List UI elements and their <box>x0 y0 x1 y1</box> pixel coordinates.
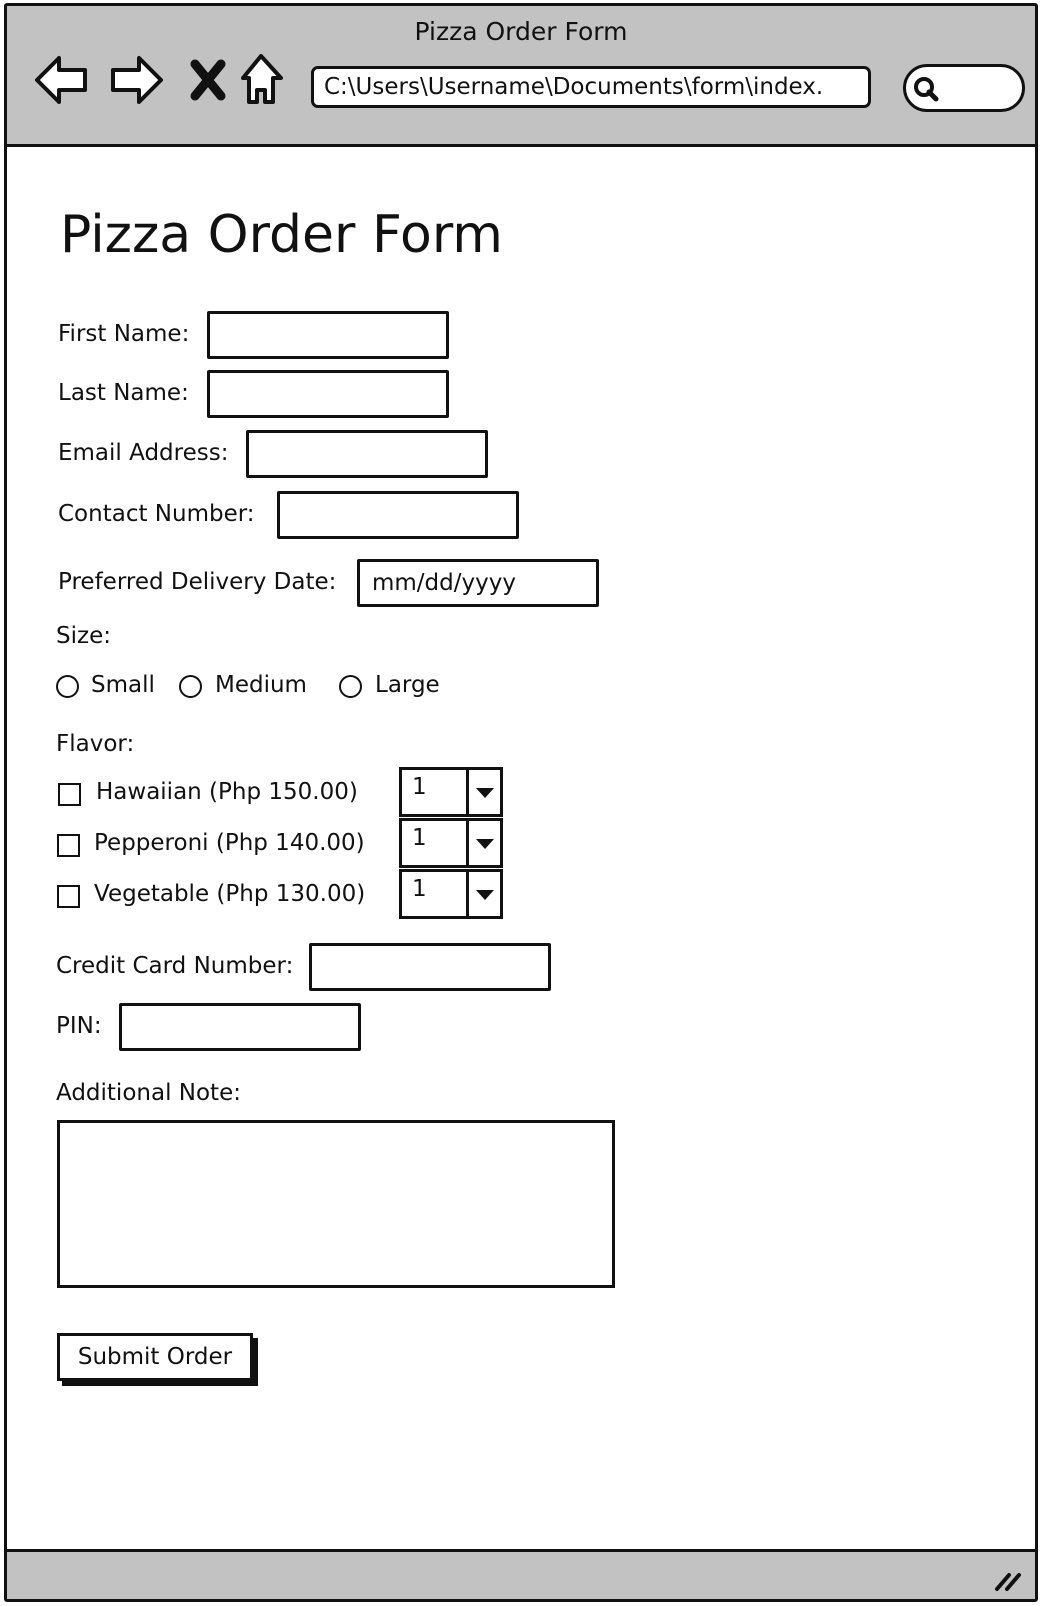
browser-window <box>4 3 1038 1602</box>
page-title: Pizza Order Form <box>60 205 503 265</box>
home-icon[interactable] <box>235 50 293 110</box>
chevron-down-icon[interactable] <box>466 821 500 865</box>
first-name-field[interactable] <box>207 311 449 359</box>
email-field[interactable] <box>246 430 488 478</box>
flavor-pepperoni-label: Pepperoni (Php 140.00) <box>94 830 365 856</box>
forward-arrow-icon[interactable] <box>107 50 165 110</box>
flavor-pepperoni-qty-value: 1 <box>412 825 427 851</box>
additional-note-label: Additional Note: <box>56 1080 241 1106</box>
size-label: Size: <box>56 623 111 649</box>
email-label: Email Address: <box>58 440 229 466</box>
flavor-vegetable-qty-value: 1 <box>412 876 427 902</box>
flavor-vegetable-qty-select[interactable] <box>399 869 503 919</box>
submit-order-button[interactable]: Submit Order <box>57 1333 253 1381</box>
search-icon <box>912 75 940 103</box>
window-title: Pizza Order Form <box>414 17 628 46</box>
first-name-label: First Name: <box>58 321 190 347</box>
size-medium-label: Medium <box>215 672 307 698</box>
stop-x-icon[interactable] <box>181 50 239 110</box>
flavor-hawaiian-checkbox[interactable] <box>58 783 81 806</box>
flavor-vegetable-checkbox[interactable] <box>57 885 80 908</box>
last-name-field[interactable] <box>207 370 449 418</box>
resize-grip-icon[interactable] <box>991 1563 1027 1593</box>
size-large-label: Large <box>375 672 440 698</box>
last-name-label: Last Name: <box>58 380 189 406</box>
size-large-radio[interactable] <box>339 675 362 698</box>
chevron-down-icon[interactable] <box>466 872 500 916</box>
size-medium-radio[interactable] <box>179 675 202 698</box>
size-small-radio[interactable] <box>56 675 79 698</box>
credit-card-label: Credit Card Number: <box>56 953 294 979</box>
size-small-label: Small <box>91 672 155 698</box>
credit-card-field[interactable] <box>309 943 551 991</box>
additional-note-textarea[interactable] <box>57 1120 615 1288</box>
flavor-hawaiian-qty-select[interactable] <box>399 767 503 817</box>
browser-statusbar <box>7 1549 1035 1599</box>
flavor-hawaiian-label: Hawaiian (Php 150.00) <box>96 779 358 805</box>
address-bar[interactable]: C:\Users\Username\Documents\form\index. <box>311 66 871 108</box>
flavor-label: Flavor: <box>56 731 135 757</box>
pin-label: PIN: <box>56 1013 102 1039</box>
delivery-date-field[interactable]: mm/dd/yyyy <box>357 559 599 607</box>
chevron-down-icon[interactable] <box>466 770 500 814</box>
delivery-date-label: Preferred Delivery Date: <box>58 569 337 595</box>
browser-titlebar <box>7 6 1035 147</box>
contact-number-label: Contact Number: <box>58 501 255 527</box>
flavor-pepperoni-checkbox[interactable] <box>57 834 80 857</box>
browser-search-box[interactable] <box>903 64 1025 112</box>
back-arrow-icon[interactable] <box>33 50 91 110</box>
flavor-pepperoni-qty-select[interactable] <box>399 818 503 868</box>
pin-field[interactable] <box>119 1003 361 1051</box>
flavor-vegetable-label: Vegetable (Php 130.00) <box>94 881 366 907</box>
contact-number-field[interactable] <box>277 491 519 539</box>
flavor-hawaiian-qty-value: 1 <box>412 774 427 800</box>
